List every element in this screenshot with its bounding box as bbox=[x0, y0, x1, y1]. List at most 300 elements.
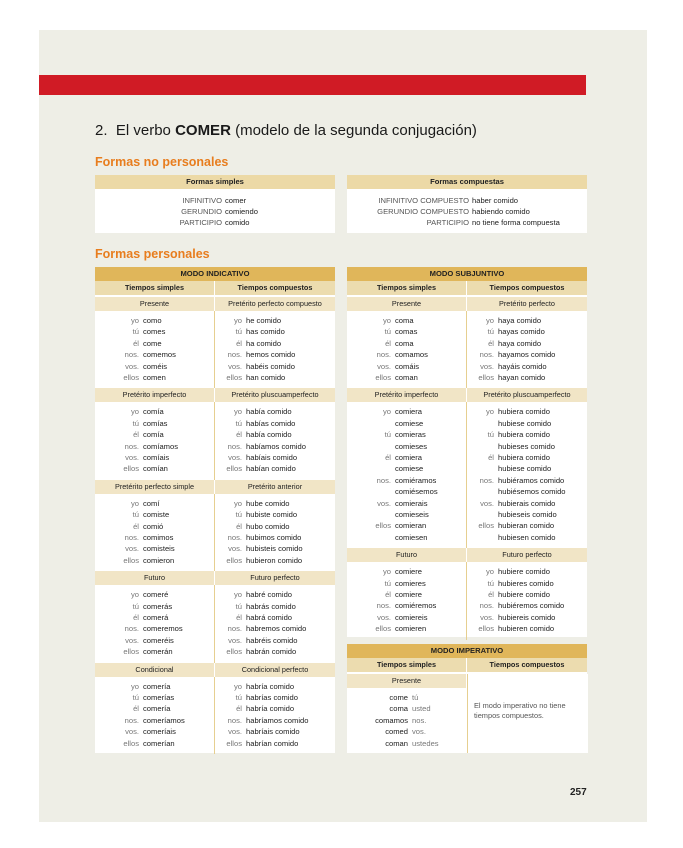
verb-form: hemos comido bbox=[246, 350, 296, 360]
verb-form: comerán bbox=[143, 647, 173, 657]
conjugation-row bbox=[95, 315, 214, 326]
section-heading-no-personales: Formas no personales bbox=[95, 155, 229, 169]
form-value: comido bbox=[225, 218, 250, 227]
col-header-simples: Tiempos simples bbox=[347, 658, 466, 672]
col-header-simples: Tiempos simples bbox=[95, 281, 214, 295]
conjugation-row bbox=[95, 406, 214, 417]
tense-header: Pretérito perfecto compuesto bbox=[215, 297, 335, 311]
conjugation-row bbox=[347, 715, 466, 726]
pronoun: vos. bbox=[125, 453, 139, 462]
verb-form: come bbox=[143, 338, 162, 348]
conjugation-row bbox=[95, 692, 214, 703]
pronoun: ellos bbox=[226, 738, 242, 748]
verb-form: comerías bbox=[143, 693, 175, 702]
tense-header: Futuro perfecto bbox=[467, 548, 587, 562]
pronoun: yo bbox=[130, 407, 139, 417]
verb-form: hubiste comido bbox=[246, 510, 298, 520]
form-label: INFINITIVO COMPUESTO bbox=[378, 196, 469, 205]
pronoun: yo bbox=[233, 498, 242, 508]
conjugation-row bbox=[467, 623, 587, 634]
conjugation-row bbox=[215, 589, 335, 600]
tense-header: Condicional perfecto bbox=[215, 663, 335, 677]
verb-form: hubiera comido bbox=[498, 407, 550, 417]
conjugation-row bbox=[347, 692, 466, 703]
pronoun: yo bbox=[382, 567, 391, 577]
verb-form: habíais comido bbox=[246, 453, 298, 462]
conjugation-row bbox=[215, 372, 335, 383]
verb-form: hubimos comido bbox=[246, 533, 302, 542]
verb-form: comeríais bbox=[143, 727, 176, 737]
form-value: comiendo bbox=[225, 207, 258, 216]
column-divider bbox=[214, 494, 215, 571]
verb-form: comeré bbox=[143, 590, 169, 600]
col-header-compuestos: Tiempos compuestos bbox=[467, 658, 587, 672]
conjugation-row bbox=[467, 372, 587, 383]
pronoun: yo bbox=[130, 498, 139, 508]
tense-header: Pretérito perfecto bbox=[467, 297, 587, 311]
pronoun: ellos bbox=[226, 555, 242, 565]
verb-form: comamos bbox=[375, 715, 408, 725]
pronoun: él bbox=[488, 338, 494, 348]
pronoun: nos. bbox=[479, 601, 494, 611]
conjugation-row bbox=[95, 418, 214, 429]
verb-form: comas bbox=[395, 327, 418, 337]
pronoun: él bbox=[236, 338, 242, 348]
col-header-simples: Tiempos simples bbox=[347, 281, 466, 295]
conjugation-row bbox=[215, 681, 335, 692]
verb-form: comiereis bbox=[395, 612, 428, 622]
col-header-compuestos: Tiempos compuestos bbox=[467, 281, 587, 295]
conjugation-row bbox=[347, 418, 466, 429]
pronoun: él bbox=[488, 453, 494, 462]
conjugation-row bbox=[215, 726, 335, 737]
pronoun: nos. bbox=[376, 601, 391, 611]
conjugation-row bbox=[215, 498, 335, 509]
pronoun: nos. bbox=[124, 715, 139, 725]
pronoun: él bbox=[236, 430, 242, 440]
verb-form: comerás bbox=[143, 601, 173, 611]
pronoun: yo bbox=[130, 681, 139, 691]
verb-form: coma bbox=[389, 704, 408, 714]
conjugation-row bbox=[347, 372, 466, 383]
conjugation-row bbox=[95, 646, 214, 657]
conjugation-row bbox=[215, 635, 335, 646]
verb-form: comieras bbox=[395, 430, 426, 440]
verb-form: comiere bbox=[395, 590, 423, 599]
verb-form: has comido bbox=[246, 327, 285, 337]
form-value: no tiene forma compuesta bbox=[472, 218, 560, 227]
verb-form: coma bbox=[395, 338, 414, 348]
pronoun: yo bbox=[485, 567, 494, 577]
conjugation-row bbox=[215, 361, 335, 372]
column-divider bbox=[214, 311, 215, 388]
conjugation-row bbox=[95, 463, 214, 474]
conjugation-row bbox=[467, 486, 587, 497]
tense-header: Futuro bbox=[347, 548, 466, 562]
verb-form: comeremos bbox=[143, 624, 183, 634]
verb-form: comed bbox=[385, 727, 408, 737]
verb-form: hubiere comido bbox=[498, 567, 550, 577]
tense-header: Presente bbox=[347, 297, 466, 311]
conjugation-row bbox=[215, 612, 335, 623]
col-header-compuestos: Tiempos compuestos bbox=[215, 281, 335, 295]
conjugation-row bbox=[467, 532, 587, 543]
conjugation-row bbox=[347, 441, 466, 452]
form-row bbox=[95, 217, 335, 228]
conjugation-row bbox=[347, 361, 466, 372]
verb-form: comí bbox=[143, 498, 160, 508]
conjugation-row bbox=[95, 681, 214, 692]
pronoun: vos. bbox=[228, 544, 242, 554]
tense-header: Futuro perfecto bbox=[215, 571, 335, 585]
verb-form: comíamos bbox=[143, 441, 179, 451]
conjugation-row bbox=[95, 715, 214, 726]
conjugation-row bbox=[467, 520, 587, 531]
pronoun: nos. bbox=[479, 475, 494, 485]
verb-form: habrá comido bbox=[246, 613, 293, 622]
conjugation-row bbox=[347, 429, 466, 440]
conjugation-row bbox=[347, 509, 466, 520]
pronoun: ellos bbox=[478, 373, 494, 382]
verb-form: comían bbox=[143, 464, 168, 474]
conjugation-row bbox=[215, 429, 335, 440]
pronoun: tú bbox=[487, 430, 494, 440]
pronoun: ellos bbox=[226, 647, 242, 657]
pronoun: vos. bbox=[228, 635, 242, 645]
verb-form: comiésemos bbox=[395, 487, 438, 497]
pronoun: él bbox=[385, 590, 391, 599]
conjugation-row bbox=[95, 543, 214, 554]
tense-header: Condicional bbox=[95, 663, 214, 677]
verb-form: coman bbox=[395, 373, 418, 382]
pronoun: él bbox=[236, 704, 242, 714]
tense-header: Pretérito pluscuamperfecto bbox=[467, 388, 587, 402]
pronoun: vos. bbox=[480, 361, 494, 371]
conjugation-row bbox=[467, 475, 587, 486]
conjugation-row bbox=[467, 315, 587, 326]
conjugation-row bbox=[215, 509, 335, 520]
verb-form: habrás comido bbox=[246, 601, 296, 611]
verb-form: comería bbox=[143, 681, 171, 691]
conjugation-row bbox=[347, 623, 466, 634]
verb-form: he comido bbox=[246, 316, 282, 325]
verb-form: hayáis comido bbox=[498, 361, 547, 371]
verb-form: coman bbox=[385, 738, 408, 748]
conjugation-row bbox=[347, 589, 466, 600]
pronoun: nos. bbox=[227, 715, 242, 725]
tense-header: Pretérito pluscuamperfecto bbox=[215, 388, 335, 402]
conjugation-row bbox=[215, 555, 335, 566]
verb-form: haya comido bbox=[498, 338, 542, 348]
verb-form: comiese bbox=[395, 418, 424, 428]
pronoun: nos. bbox=[124, 441, 139, 451]
pronoun: nos. bbox=[124, 350, 139, 360]
pronoun: él bbox=[488, 590, 494, 599]
pronoun: tú bbox=[132, 418, 139, 428]
form-row bbox=[95, 195, 335, 206]
pronoun: él bbox=[385, 338, 391, 348]
conjugation-row bbox=[95, 361, 214, 372]
pronoun: vos. bbox=[480, 498, 494, 508]
pronoun: nos. bbox=[376, 350, 391, 360]
conjugation-row bbox=[215, 338, 335, 349]
verb-form: habríamos comido bbox=[246, 715, 309, 725]
verb-form: comerá bbox=[143, 613, 169, 622]
verb-form: hubiéramos comido bbox=[498, 475, 565, 485]
verb-form: hayas comido bbox=[498, 327, 545, 337]
verb-form: comerían bbox=[143, 738, 175, 748]
chapter-color-bar bbox=[39, 75, 586, 95]
pronoun: tú bbox=[132, 510, 139, 520]
pronoun: yo bbox=[382, 407, 391, 417]
conjugation-row bbox=[347, 726, 466, 737]
verb-form: hubiese comido bbox=[498, 418, 552, 428]
modo-indicativo-title: MODO INDICATIVO bbox=[95, 267, 335, 281]
conjugation-row bbox=[95, 349, 214, 360]
verb-form: hubierais comido bbox=[498, 498, 556, 508]
form-row bbox=[347, 195, 587, 206]
conjugation-row bbox=[95, 521, 214, 532]
tense-header: Presente bbox=[347, 674, 466, 688]
pronoun: tú bbox=[487, 578, 494, 588]
verb-form: comió bbox=[143, 521, 164, 531]
conjugation-row bbox=[467, 589, 587, 600]
verb-form: habrían comido bbox=[246, 738, 299, 748]
conjugation-row bbox=[467, 361, 587, 372]
pronoun: ellos bbox=[123, 647, 139, 657]
verb-form: comíais bbox=[143, 453, 170, 462]
pronoun: él bbox=[236, 613, 242, 622]
pronoun: vos. bbox=[125, 361, 139, 371]
formas-simples-header: Formas simples bbox=[95, 175, 335, 189]
pronoun: él bbox=[133, 338, 139, 348]
conjugation-row bbox=[95, 338, 214, 349]
imperativo-note: El modo imperativo no tiene tiempos compuestos. bbox=[474, 701, 566, 720]
conjugation-row bbox=[215, 406, 335, 417]
conjugation-row bbox=[215, 601, 335, 612]
verb-form: comiera bbox=[395, 407, 423, 417]
column-divider bbox=[466, 402, 467, 548]
pronoun: tú bbox=[235, 510, 242, 520]
conjugation-row bbox=[347, 349, 466, 360]
pronoun: nos. bbox=[227, 441, 242, 451]
conjugation-row bbox=[95, 555, 214, 566]
conjugation-row bbox=[467, 578, 587, 589]
conjugation-row bbox=[215, 543, 335, 554]
conjugation-row bbox=[95, 509, 214, 520]
modo-subjuntivo-table bbox=[347, 267, 587, 637]
form-value: habiendo comido bbox=[472, 207, 530, 216]
pronoun: ellos bbox=[123, 555, 139, 565]
form-label: GERUNDIO bbox=[181, 207, 222, 216]
form-value: comer bbox=[225, 196, 247, 205]
verb-form: haya comido bbox=[498, 316, 542, 325]
verb-form: hubiera comido bbox=[498, 453, 550, 462]
pronoun: ellos bbox=[226, 373, 242, 382]
pronoun: tú bbox=[235, 693, 242, 702]
verb-form: comieses bbox=[395, 441, 428, 451]
conjugation-row bbox=[347, 566, 466, 577]
conjugation-row bbox=[467, 441, 587, 452]
column-divider bbox=[466, 562, 467, 639]
pronoun: tú bbox=[132, 693, 139, 702]
verb-form: habría comido bbox=[246, 704, 295, 714]
conjugation-row bbox=[215, 715, 335, 726]
verb-form: comisteis bbox=[143, 544, 175, 554]
column-divider bbox=[214, 677, 215, 754]
conjugation-row bbox=[215, 532, 335, 543]
conjugation-row bbox=[215, 326, 335, 337]
conjugation-row bbox=[95, 429, 214, 440]
verb-form: hubiésemos comido bbox=[498, 487, 566, 497]
verb-form: comes bbox=[143, 327, 166, 337]
verb-form: hubieres comido bbox=[498, 578, 554, 588]
conjugation-row bbox=[95, 612, 214, 623]
pronoun: yo bbox=[233, 590, 242, 600]
conjugation-row bbox=[467, 600, 587, 611]
conjugation-row bbox=[95, 589, 214, 600]
conjugation-row bbox=[467, 349, 587, 360]
tense-header: Pretérito imperfecto bbox=[347, 388, 466, 402]
verb-form: comiere bbox=[395, 567, 423, 577]
pronoun: tú bbox=[384, 578, 391, 588]
conjugation-row bbox=[215, 703, 335, 714]
pronoun: nos. bbox=[479, 350, 494, 360]
conjugation-row bbox=[347, 326, 466, 337]
pronoun: ellos bbox=[478, 521, 494, 531]
conjugation-row bbox=[215, 521, 335, 532]
conjugation-row bbox=[215, 692, 335, 703]
pronoun: vos. bbox=[125, 544, 139, 554]
pronoun: él bbox=[133, 613, 139, 622]
verb-form: han comido bbox=[246, 373, 286, 382]
tense-header: Pretérito anterior bbox=[215, 480, 335, 494]
pronoun: yo bbox=[233, 316, 242, 325]
verb-form: habréis comido bbox=[246, 635, 298, 645]
pronoun: vos. bbox=[377, 498, 391, 508]
pronoun: tú bbox=[132, 327, 139, 337]
verb-form: comiéramos bbox=[395, 475, 437, 485]
conjugation-row bbox=[95, 532, 214, 543]
conjugation-row bbox=[347, 520, 466, 531]
verb-form: comías bbox=[143, 418, 168, 428]
verb-form: habremos comido bbox=[246, 624, 307, 634]
pronoun: nos. bbox=[412, 715, 427, 725]
formas-compuestas-box bbox=[347, 175, 587, 233]
conjugation-row bbox=[467, 498, 587, 509]
conjugation-row bbox=[95, 498, 214, 509]
conjugation-row bbox=[347, 406, 466, 417]
verb-form: habríais comido bbox=[246, 727, 300, 737]
page-number: 257 bbox=[570, 787, 587, 798]
verb-form: habría comido bbox=[246, 681, 295, 691]
conjugation-row bbox=[467, 338, 587, 349]
pronoun: vos. bbox=[228, 727, 242, 737]
conjugation-row bbox=[95, 635, 214, 646]
conjugation-row bbox=[215, 315, 335, 326]
tense-header: Futuro bbox=[95, 571, 214, 585]
pronoun: nos. bbox=[227, 624, 242, 634]
form-label: PARTICIPIO bbox=[179, 218, 222, 227]
pronoun: tú bbox=[487, 327, 494, 337]
form-row bbox=[95, 206, 335, 217]
conjugation-row bbox=[95, 601, 214, 612]
verb-form: comía bbox=[143, 407, 164, 417]
verb-form: hubiesen comido bbox=[498, 532, 556, 542]
verb-form: comieseis bbox=[395, 510, 429, 519]
pronoun: él bbox=[133, 704, 139, 714]
pronoun: vos. bbox=[228, 453, 242, 462]
conjugation-row bbox=[95, 452, 214, 463]
verb-form: hayamos comido bbox=[498, 350, 556, 360]
conjugation-row bbox=[215, 646, 335, 657]
verb-form: comeríamos bbox=[143, 715, 185, 725]
conjugation-row bbox=[95, 703, 214, 714]
verb-form: comáis bbox=[395, 361, 420, 371]
verb-form: habrías comido bbox=[246, 693, 298, 702]
pronoun: vos. bbox=[412, 727, 426, 737]
pronoun: vos. bbox=[228, 361, 242, 371]
tense-header: Pretérito perfecto simple bbox=[95, 480, 214, 494]
verb-form: hubiera comido bbox=[498, 430, 550, 440]
column-divider bbox=[214, 402, 215, 479]
conjugation-row bbox=[467, 406, 587, 417]
modo-imperativo-title: MODO IMPERATIVO bbox=[347, 644, 587, 658]
verb-form: comiéremos bbox=[395, 601, 437, 611]
conjugation-row bbox=[347, 703, 466, 714]
verb-form: había comido bbox=[246, 407, 292, 417]
verb-form: habéis comido bbox=[246, 361, 295, 371]
verb-form: comen bbox=[143, 373, 166, 382]
verb-form: comieres bbox=[395, 578, 426, 588]
conjugation-row bbox=[347, 498, 466, 509]
conjugation-row bbox=[467, 612, 587, 623]
pronoun: yo bbox=[233, 407, 242, 417]
pronoun: ellos bbox=[123, 738, 139, 748]
pronoun: tú bbox=[384, 327, 391, 337]
pronoun: yo bbox=[485, 407, 494, 417]
verb-form: hubieses comido bbox=[498, 441, 555, 451]
formas-simples-box bbox=[95, 175, 335, 233]
conjugation-row bbox=[467, 463, 587, 474]
pronoun: ellos bbox=[478, 624, 494, 634]
pronoun: él bbox=[133, 430, 139, 440]
verb-form: comiesen bbox=[395, 532, 428, 542]
verb-form: comieron bbox=[143, 555, 175, 565]
conjugation-row bbox=[215, 441, 335, 452]
modo-imperativo-table bbox=[347, 644, 587, 753]
verb-form: hubisteis comido bbox=[246, 544, 303, 554]
conjugation-row bbox=[347, 452, 466, 463]
pronoun: ellos bbox=[375, 373, 391, 382]
pronoun: ellos bbox=[123, 373, 139, 382]
pronoun: vos. bbox=[377, 361, 391, 371]
verb-form: coméis bbox=[143, 361, 168, 371]
verb-form: hayan comido bbox=[498, 373, 546, 382]
conjugation-row bbox=[347, 612, 466, 623]
pronoun: él bbox=[385, 453, 391, 462]
pronoun: tú bbox=[235, 601, 242, 611]
column-divider bbox=[214, 585, 215, 662]
verb-form: como bbox=[143, 316, 162, 325]
verb-form: habrán comido bbox=[246, 647, 297, 657]
verb-form: comierais bbox=[395, 498, 428, 508]
conjugation-row bbox=[347, 578, 466, 589]
conjugation-row bbox=[467, 429, 587, 440]
pronoun: yo bbox=[233, 681, 242, 691]
verb-form: habré comido bbox=[246, 590, 293, 600]
conjugation-row bbox=[95, 372, 214, 383]
